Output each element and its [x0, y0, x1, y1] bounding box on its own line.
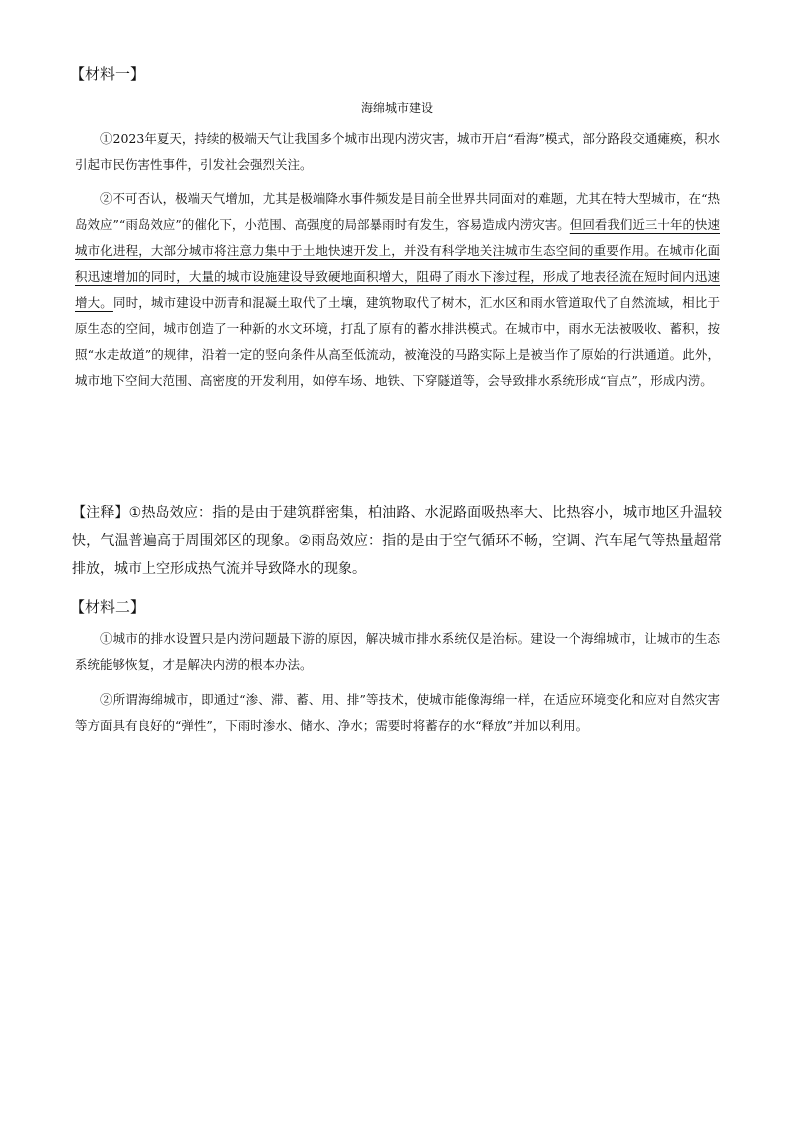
material-two-paragraph-2: ②所谓海绵城市，即通过“渗、滞、蓄、用、排”等技术，使城市能像海绵一样，在适应环境变化和应对自然灾害等方面具有良好的“弹性”，下雨时渗水、储水、净水；需要时将蓄存的水“释放”并加以利用。	[75, 692, 720, 733]
article-title: 海绵城市建设	[360, 101, 433, 115]
material-one-paragraph-1: ①2023年夏天，持续的极端天气让我国多个城市出现内涝灾害，城市开启“看海”模式，部分路段交通瘫痪，积水引起市民伤害性事件，引发社会强烈关注。	[75, 131, 720, 172]
material-one-heading: 【材料一】	[70, 65, 146, 83]
paragraph-2-intro: ②不可否认，极端天气增加，尤其是极端降水事件频发是目前全世界共同面对的难题，尤其在特大型城市，在“热岛效应”“雨岛效应”的催化下，小范围、高强度的局部暴雨时有发生，容易造成内涝灾害。	[75, 191, 720, 232]
material-two-heading: 【材料二】	[70, 598, 146, 616]
material-two-paragraph-1: ①城市的排水设置只是内涝问题最下游的原因，解决城市排水系统仅是治标。建设一个海绵城市，让城市的生态系统能够恢复，才是解决内涝的根本办法。	[75, 631, 720, 672]
annotation-note: 【注释】①热岛效应：指的是由于建筑群密集，柏油路、水泥路面吸热率大、比热容小，城市地区升温较快，气温普遍高于周围郊区的现象。②雨岛效应：指的是由于空气循环不畅，空调、汽车尾气等热量超常排放，城市上空形成热气流并导致降水的现象。	[72, 505, 722, 577]
paragraph-2-rest: 同时，城市建设中沥青和混凝土取代了土壤，建筑物取代了树木，汇水区和雨水管道取代了自然流域，相比于原生态的空间，城市创造了一种新的水文环境，打乱了原有的蓄水排洪模式。在城市中，雨水无法被吸收、蓄积，按照“水走故道”的规律，沿着一定的竖向条件从高至低流动，被淹没的马路实际上是被当作了原始的行洪通道。此外，城市地下空间大范围、高密度的开发利用，如停车场、地铁、下穿隧道等，会导致排水系统形成“盲点”，形成内涝。	[75, 295, 720, 388]
material-one-paragraph-2	[75, 186, 720, 394]
underlined-passage: 但回看我们近三十年的快速城市化进程，大部分城市将注意力集中于土地快速开发上，并没有科学地关注城市生态空间的重要作用。在城市化面积迅速增加的同时，大量的城市设施建设导致硬地面积增大，阻碍了雨水下渗过程，形成了地表径流在短时间内迅速增大。	[75, 217, 720, 310]
